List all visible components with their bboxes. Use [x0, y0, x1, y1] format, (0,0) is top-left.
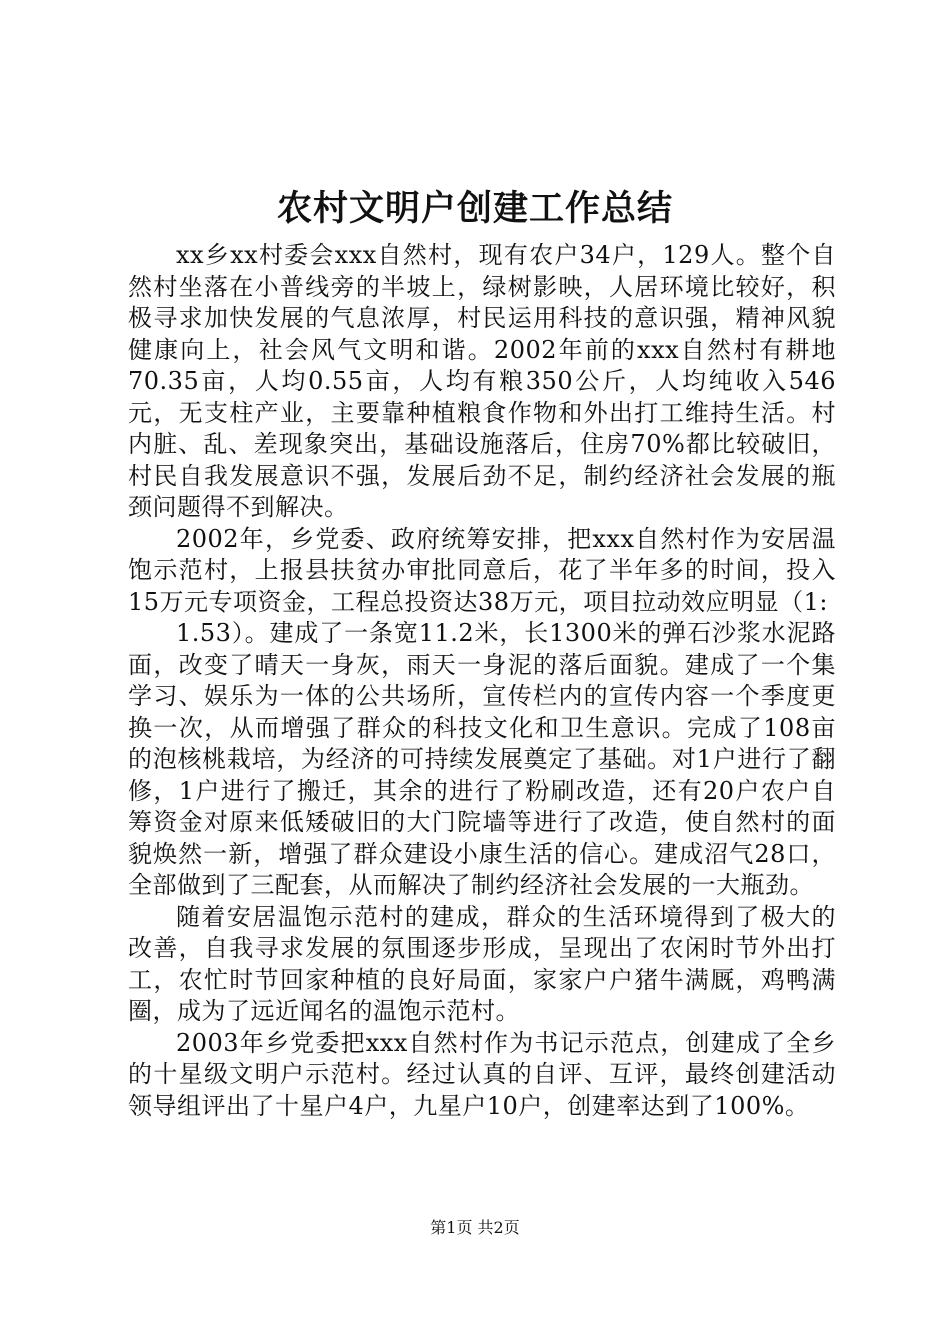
paragraph-2002-project: 2002年，乡党委、政府统筹安排，把xxx自然村作为安居温饱示范村，上报县扶贫办审批同意后，花了半年多的时间，投入15万元专项资金，工程总投资达38万元，项目拉动效应明显（1:: [128, 524, 836, 616]
paragraph-village-overview: xx乡xx村委会xxx自然村，现有农户34户，129人。整个自然村坐落在小普线旁的半坡上，绿树影映，人居环境比较好，积极寻求加快发展的气息浓厚，村民运用科技的意识强，精神风貌健康向上，社会风气文明和谐。2002年前的xxx自然村有耕地70.35亩，人均0.55亩，人均有粮350公斤，人均纯收入546元，无支柱产业，主要靠种植粮食作物和外出打工维持生活。村内脏、乱、差现象突出，基础设施落后，住房70%都比较破旧，村民自我发展意识不强，发展后劲不足，制约经济社会发展的瓶颈问题得不到解决。: [128, 241, 836, 521]
document-title: 农村文明户创建工作总结: [276, 188, 673, 229]
paragraph-2003-star-rating: 2003年乡党委把xxx自然村作为书记示范点，创建成了全乡的十星级文明户示范村。经过认真的自评、互评，最终创建活动领导组评出了十星户4户，九星户10户，创建率达到了100%。: [128, 1028, 836, 1120]
paragraph-living-improvement: 随着安居温饱示范村的建成，群众的生活环境得到了极大的改善，自我寻求发展的氛围逐步形成，呈现出了农闲时节外出打工，农忙时节回家种植的良好局面，家家户户猪牛满厩，鸡鸭满圈，成为了远近闻名的温饱示范村。: [128, 902, 836, 1025]
page-number-footer: 第1页 共2页: [430, 1218, 520, 1237]
paragraph-construction-results: 1.53）。建成了一条宽11.2米，长1300米的弹石沙浆水泥路面，改变了晴天一身灰，雨天一身泥的落后面貌。建成了一个集学习、娱乐为一体的公共场所，宣传栏内的宣传内容一个季度更换一次，从而增强了群众的科技文化和卫生意识。完成了108亩的泡核桃栽培，为经济的可持续发展奠定了基础。对1户进行了翻修，1户进行了搬迁，其余的进行了粉刷改造，还有20户农户自筹资金对原来低矮破旧的大门院墙等进行了改造，使自然村的面貌焕然一新，增强了群众建设小康生活的信心。建成沼气28口，全部做到了三配套，从而解决了制约经济社会发展的一大瓶劲。: [128, 619, 836, 899]
document-body: [128, 240, 836, 1122]
